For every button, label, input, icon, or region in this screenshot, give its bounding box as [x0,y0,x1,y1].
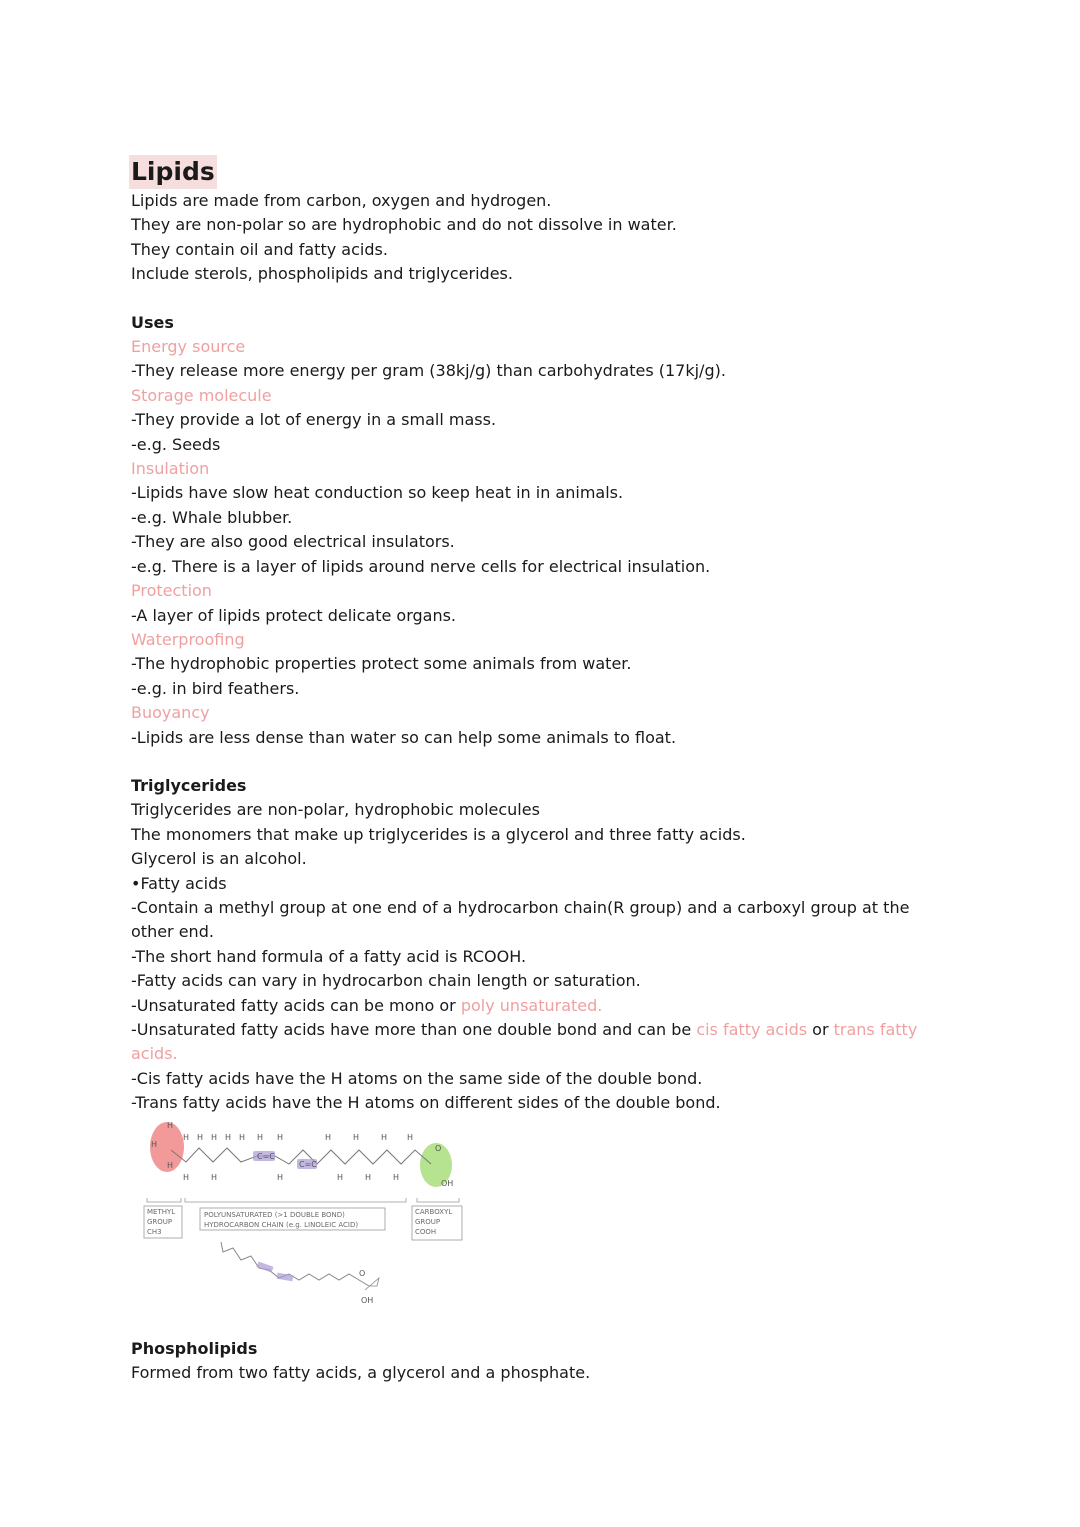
phospholipids-line-1: Formed from two fatty acids, a glycerol and a phosphate. [131,1363,591,1383]
phospholipids-section [131,1337,931,1386]
trig-line-3: Glycerol is an alcohol. [131,849,307,869]
trig-line-8-text: -Unsaturated fatty acids can be mono or [131,995,461,1015]
svg-text:H: H [225,1133,232,1142]
svg-text:H: H [277,1173,284,1182]
svg-text:H: H [167,1161,174,1170]
chain-label-2: HYDROCARBON CHAIN (e.g. LINOLEIC ACID) [204,1221,359,1229]
trig-line-4: •Fatty acids [131,873,227,893]
svg-text:H: H [257,1133,264,1142]
trig-line-6: -The short hand formula of a fatty acid is RCOOH. [131,946,527,966]
svg-text:H: H [239,1133,246,1142]
trig-line-5: -Contain a methyl group at one end of a hydrocarbon chain(R group) and a carboxyl group at the other end. [131,897,910,942]
buoyancy-heading: Buoyancy [131,703,210,723]
o-label-bottom: O [359,1269,366,1278]
svg-text:H: H [393,1173,400,1182]
waterproofing-line-2: -e.g. in bird feathers. [131,678,300,698]
svg-text:H: H [337,1173,344,1182]
storage-line-1: -They provide a lot of energy in a small mass. [131,410,497,430]
waterproofing-heading: Waterproofing [131,629,245,649]
methyl-label-3: CH3 [147,1228,162,1236]
fatty-acid-diagram [141,1118,471,1313]
trans-fatty-acids-term: trans fatty acids. [131,1020,918,1064]
intro-line-4: Include sterols, phospholipids and triglycerides. [131,264,513,284]
insulation-line-4: -e.g. There is a layer of lipids around nerve cells for electrical insulation. [131,556,711,576]
trig-line-1: Triglycerides are non-polar, hydrophobic molecules [131,800,540,820]
carboxyl-label-2: GROUP [415,1218,441,1226]
insulation-line-1: -Lipids have slow heat conduction so keep heat in in animals. [131,483,624,503]
trig-line-10: -Cis fatty acids have the H atoms on the same side of the double bond. [131,1068,703,1088]
svg-text:H: H [325,1133,332,1142]
svg-text:H: H [151,1140,158,1149]
cis-fatty-acids-term: cis fatty acids [696,1020,808,1039]
carboxyl-label-1: CARBOXYL [415,1208,453,1216]
trig-line-2: The monomers that make up triglycerides is a glycerol and three fatty acids. [131,824,746,844]
intro-line-1: Lipids are made from carbon, oxygen and hydrogen. [131,191,552,210]
waterproofing-line-1: -The hydrophobic properties protect some animals from water. [131,654,632,674]
energy-heading: Energy source [131,337,246,357]
svg-text:H: H [365,1173,372,1182]
oh-label-top: OH [441,1179,454,1188]
document-page [131,155,931,1116]
methyl-label-2: GROUP [147,1218,173,1226]
oh-label-bottom: OH [361,1296,374,1305]
methyl-label-1: METHYL [147,1208,176,1216]
svg-text:H: H [381,1133,388,1142]
hydrogen-atoms [151,1121,413,1182]
trig-line-11: -Trans fatty acids have the H atoms on different sides of the double bond. [131,1093,721,1113]
triglycerides-heading: Triglycerides [131,775,247,795]
storage-line-2: -e.g. Seeds [131,434,221,454]
buoyancy-line-1: -Lipids are less dense than water so can help some animals to float. [131,727,677,747]
storage-heading: Storage molecule [131,385,272,405]
svg-text:H: H [183,1173,190,1182]
trig-line-9 [131,1018,931,1067]
svg-text:H: H [211,1173,218,1182]
protection-line-1: -A layer of lipids protect delicate organs. [131,605,457,625]
insulation-line-2: -e.g. Whale blubber. [131,507,293,527]
svg-text:H: H [211,1133,218,1142]
insulation-line-3: -They are also good electrical insulators. [131,532,455,552]
poly-unsaturated-term: poly unsaturated. [460,995,603,1015]
svg-text:H: H [183,1133,190,1142]
o-label-top: O [435,1144,442,1153]
carboxyl-label-3: COOH [415,1228,437,1236]
trig-line-9-text: -Unsaturated fatty acids have more than one double bond and can be [131,1020,697,1039]
phospholipids-heading: Phospholipids [131,1339,258,1358]
svg-text:H: H [277,1133,284,1142]
protection-heading: Protection [131,581,212,601]
svg-text:H: H [407,1133,414,1142]
fatty-acid-structure-svg [141,1118,471,1313]
svg-text:C=C: C=C [299,1160,317,1169]
skeletal-formula [221,1242,369,1286]
insulation-heading: Insulation [131,459,210,479]
energy-line-1: -They release more energy per gram (38kj/g) than carbohydrates (17kj/g). [131,361,726,381]
trig-line-9-or: or [807,1020,834,1039]
trig-line-8 [131,994,931,1018]
svg-text:C=C: C=C [257,1152,275,1161]
page-title: Lipids [129,155,217,189]
trig-line-7: -Fatty acids can vary in hydrocarbon chain length or saturation. [131,971,641,991]
svg-text:H: H [353,1133,360,1142]
chain-label-1: POLYUNSATURATED (>1 DOUBLE BOND) [204,1211,345,1219]
svg-text:H: H [167,1121,174,1130]
uses-heading: Uses [131,312,174,332]
svg-text:H: H [197,1133,204,1142]
intro-line-3: They contain oil and fatty acids. [131,239,388,259]
intro-line-2: They are non-polar so are hydrophobic and do not dissolve in water. [131,215,677,235]
